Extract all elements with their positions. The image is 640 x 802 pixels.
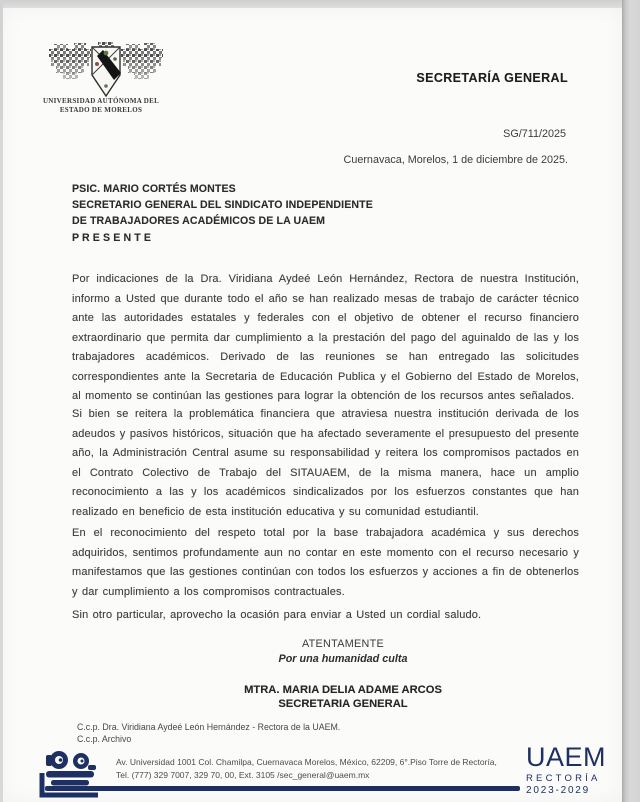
recipient-title-line1: SECRETARIO GENERAL DEL SINDICATO INDEPENDIENTE [72, 199, 373, 212]
org-name-line1: UNIVERSIDAD AUTÓNOMA DEL [42, 97, 160, 105]
address-block [116, 756, 516, 782]
recipient-block [72, 181, 373, 246]
ccp-block [77, 721, 340, 746]
body-paragraph-2: Si bien se reitera la problemática financiera que atraviesa nuestra institución derivada de los adeudos y pasivos históricos, situación que ha afectado severamente el presupuesto del presente año, la Administración Central asume su responsabilidad y reitera los compromisos pactados en el Contrato Colectivo de Trabajo del SITAUAEM, de la misma manera, hace un amplio reconocimiento a las y los académicos sindicalizados por los esfuerzos constantes que han realizado en beneficio de esta institución educativa y su comunidad estudiantil. [72, 408, 579, 518]
ccp-line-2: C.c.p. Archivo [77, 734, 132, 745]
dateline: Cuernavaca, Morelos, 1 de diciembre de 2025. [343, 154, 568, 166]
recipient-name: PSIC. MARIO CORTÉS MONTES [72, 183, 236, 195]
closing-line: Sin otro particular, aprovecho la ocasión para enviar a Usted un cordial saludo. [72, 609, 482, 621]
department-title: SECRETARÍA GENERAL [416, 71, 568, 85]
org-name-line2: ESTADO DE MORELOS [59, 105, 143, 114]
scan-edge-right [622, 0, 640, 802]
signature-block [88, 638, 598, 710]
recipient-presente: P R E S E N T E [72, 231, 152, 244]
reference-number: SG/711/2025 [503, 128, 566, 140]
body-paragraph-3: En el reconocimiento del respeto total por la base trabajadora académica y sus derechos adquiridos, sentimos profundamente aun no contar en este momento con el recurso necesario y manifestamos que las gestiones continúan con todos los esfuerzos y acciones a fin de obtenerlos y dar cumplimiento a los compromisos contractuales. [72, 527, 579, 598]
signatory-name: MTRA. MARIA DELIA ADAME ARCOS [244, 684, 442, 696]
footer-divider-bar [45, 786, 520, 791]
aztec-wind-glyph-icon [34, 749, 102, 799]
uaem-rectoria-logo [526, 744, 618, 796]
body-paragraph-1: Por indicaciones de la Dra. Viridiana Aydeé León Hernández, Rectora de nuestra Institución, informo a Usted que durante todo el año se han realizado mesas de trabajo de carácter técnico ante las autoridades estatales y federales con el objetivo de obtener el recurso financiero extraordinario que permita dar cumplimiento a la prestación del pago del aguinaldo de las y los trabajadores académicos. Derivado de las reuniones se han entregado las solicitudes correspondientes ante la Secretaria de Educación Publica y el Gobierno del Estado de Morelos, al momento se continúan las gestiones para lograr la obtención de los recursos antes señalados. [72, 273, 579, 402]
scan-edge-top [0, 0, 640, 8]
uaem-wordmark: UAEM [526, 742, 607, 772]
letter-page [3, 8, 622, 802]
rectoria-term: 2023-2029 [526, 785, 591, 796]
address-line-1: Av. Universidad 1001 Col. Chamilpa, Cuernavaca Morelos, México, 62209, 6°.Piso Torre de Rectoría, [116, 757, 497, 767]
uaem-coat-of-arms-icon [48, 42, 164, 100]
scan-edge-left [0, 0, 3, 120]
signature-salutation: ATENTAMENTE [301, 638, 385, 650]
rectoria-label: RECTORÍA [526, 773, 601, 784]
signature-motto: Por una humanidad culta [278, 653, 408, 665]
recipient-title-line2: DE TRABAJADORES ACADÉMICOS DE LA UAEM [72, 215, 326, 228]
address-line-2: Tel. (777) 329 7007, 329 70, 00, Ext. 3105 /sec_general@uaem.mx [116, 769, 370, 780]
signatory-title: SECRETARIA GENERAL [278, 698, 408, 710]
org-name [39, 97, 163, 114]
ccp-line-1: C.c.p. Dra. Viridiana Aydeé León Hernández - Rectora de la UAEM. [77, 722, 341, 732]
